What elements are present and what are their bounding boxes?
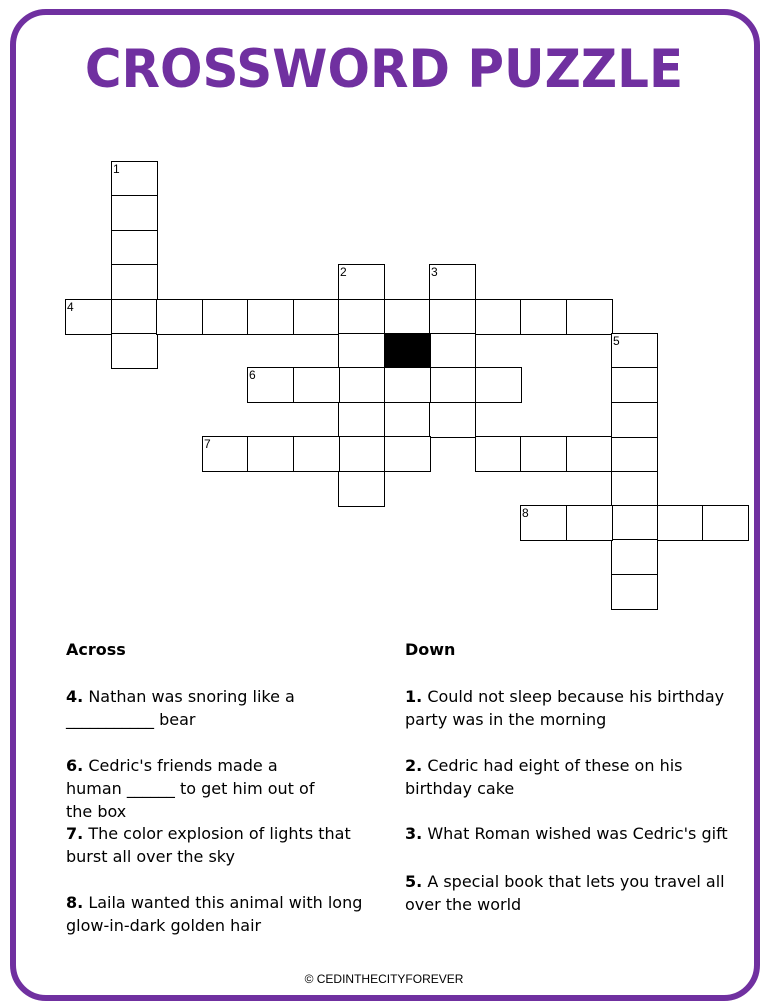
grid-block-cell [384, 333, 431, 369]
clue-down-3 [405, 822, 745, 845]
grid-cell[interactable] [338, 333, 385, 369]
grid-cell[interactable] [202, 436, 249, 472]
clue-across-7 [66, 822, 356, 868]
clue-down-5 [405, 870, 725, 916]
grid-cell[interactable] [611, 539, 658, 575]
clue-down-2 [405, 754, 695, 800]
clue-number-label: 8 [522, 506, 529, 520]
grid-cell[interactable] [520, 299, 567, 335]
grid-cell[interactable] [429, 367, 476, 403]
grid-cell[interactable] [429, 402, 476, 438]
grid-cell[interactable] [475, 436, 522, 472]
across-heading: Across [66, 640, 126, 659]
grid-cell[interactable] [247, 436, 294, 472]
clue-number-label: 2 [340, 265, 347, 279]
grid-cell[interactable] [429, 333, 476, 369]
grid-cell[interactable] [338, 471, 385, 507]
grid-cell[interactable] [111, 161, 158, 197]
clue-number: 1. [405, 687, 423, 706]
grid-cell[interactable] [111, 299, 158, 335]
grid-cell[interactable] [475, 299, 522, 335]
clue-text: The color explosion of lights that burst all over the sky [66, 824, 351, 866]
clue-text: What Roman wished was Cedric's gift [427, 824, 728, 843]
grid-cell[interactable] [611, 402, 658, 438]
clue-across-8 [66, 891, 366, 937]
grid-cell[interactable] [611, 471, 658, 507]
clue-number: 6. [66, 756, 84, 775]
grid-cell[interactable] [293, 367, 340, 403]
grid-cell[interactable] [611, 505, 658, 541]
grid-cell[interactable] [111, 333, 158, 369]
grid-cell[interactable] [520, 505, 567, 541]
clue-text: Nathan was snoring like a ___________ bear [66, 687, 295, 729]
clue-text: Cedric had eight of these on his birthday cake [405, 756, 683, 798]
grid-cell[interactable] [156, 299, 203, 335]
grid-cell[interactable] [338, 402, 385, 438]
clue-text: A special book that lets you travel all over the world [405, 872, 725, 914]
grid-cell[interactable] [566, 436, 613, 472]
grid-cell[interactable] [384, 436, 431, 472]
clue-number: 3. [405, 824, 423, 843]
grid-cell[interactable] [611, 574, 658, 610]
grid-cell[interactable] [520, 436, 567, 472]
grid-cell[interactable] [429, 299, 476, 335]
clue-number: 2. [405, 756, 423, 775]
grid-cell[interactable] [657, 505, 704, 541]
grid-cell[interactable] [247, 299, 294, 335]
clue-number: 7. [66, 824, 84, 843]
clue-number: 5. [405, 872, 423, 891]
clue-across-4 [66, 685, 366, 731]
grid-cell[interactable] [702, 505, 749, 541]
grid-cell[interactable] [611, 367, 658, 403]
clue-number-label: 1 [113, 162, 120, 176]
clue-text: Laila wanted this animal with long glow-in-dark golden hair [66, 893, 363, 935]
copyright-footer: © CEDINTHECITYFOREVER [304, 972, 464, 986]
clue-down-1 [405, 685, 735, 731]
page-title: CROSSWORD PUZZLE [84, 38, 684, 100]
down-heading: Down [405, 640, 456, 659]
grid-cell[interactable] [111, 195, 158, 231]
clue-text: Cedric's friends made a human ______ to get him out of the box [66, 756, 315, 821]
grid-cell[interactable] [566, 299, 613, 335]
grid-cell[interactable] [202, 299, 249, 335]
grid-cell[interactable] [566, 505, 613, 541]
clue-number-label: 3 [431, 265, 438, 279]
grid-cell[interactable] [611, 333, 658, 369]
grid-cell[interactable] [111, 264, 158, 300]
clue-number-label: 7 [204, 437, 211, 451]
clue-text: Could not sleep because his birthday party was in the morning [405, 687, 725, 729]
grid-cell[interactable] [293, 436, 340, 472]
grid-cell[interactable] [338, 436, 385, 472]
grid-cell[interactable] [384, 299, 431, 335]
grid-cell[interactable] [111, 230, 158, 266]
clue-across-6 [66, 754, 336, 823]
clue-number-label: 6 [249, 368, 256, 382]
grid-cell[interactable] [384, 367, 431, 403]
clue-number: 4. [66, 687, 84, 706]
clue-number-label: 4 [67, 300, 74, 314]
grid-cell[interactable] [429, 264, 476, 300]
grid-cell[interactable] [338, 299, 385, 335]
grid-cell[interactable] [611, 436, 658, 472]
grid-cell[interactable] [65, 299, 112, 335]
grid-cell[interactable] [475, 367, 522, 403]
down-clues [405, 638, 735, 914]
clue-number-label: 5 [613, 334, 620, 348]
across-clues [66, 638, 366, 935]
clue-number: 8. [66, 893, 84, 912]
grid-cell[interactable] [338, 367, 385, 403]
grid-cell[interactable] [247, 367, 294, 403]
grid-cell[interactable] [338, 264, 385, 300]
grid-cell[interactable] [293, 299, 340, 335]
